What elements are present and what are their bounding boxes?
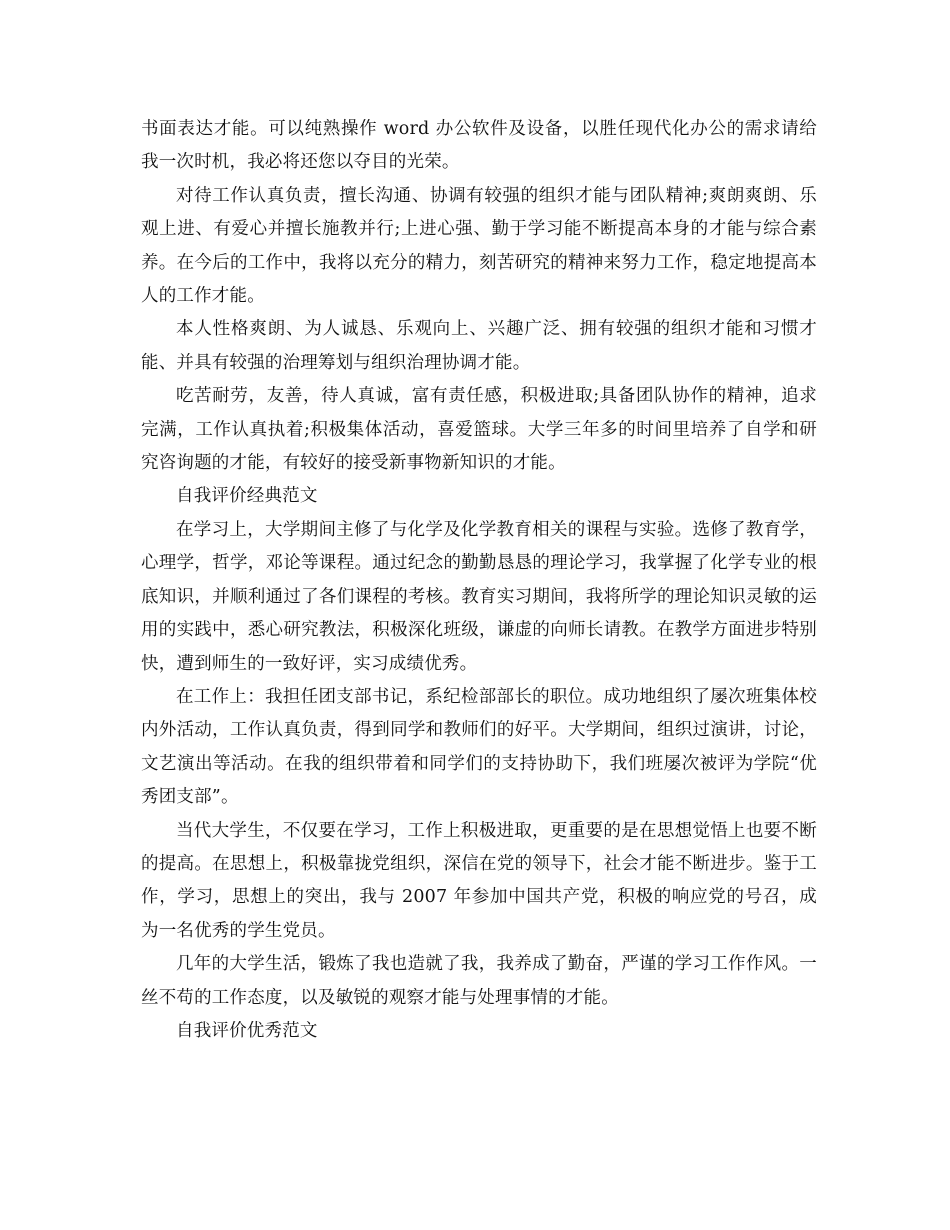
paragraph-teamwork: 对待工作认真负责，擅长沟通、协调有较强的组织才能与团队精神;爽朗爽朗、乐观上进、有爱心并擅长施教并行;上进心强、勤于学习能不断提高本身的才能与综合素养。在今后的工作中，我将以充分的精力，刻苦研究的精神来努力工作，稳定地提高本人的工作才能。: [141, 185, 817, 307]
paragraph-hardworking: 吃苦耐劳，友善，待人真诚，富有责任感，积极进取;具备团队协作的精神，追求完满，工作认真执着;积极集体活动，喜爱篮球。大学三年多的时间里培养了自学和研究咨询题的才能，有较好的接受新事物新知识的才能。: [141, 386, 817, 474]
paragraph-work: 在工作上：我担任团支部书记，系纪检部部长的职位。成功地组织了屡次班集体校内外活动，工作认真负责，得到同学和教师们的好平。大学期间，组织过演讲，讨论，文艺演出等活动。在我的组织带着和同学们的支持协助下，我们班屡次被评为学院“优秀团支部”。: [141, 686, 817, 808]
paragraph-personality: 本人性格爽朗、为人诚恳、乐观向上、兴趣广泛、拥有较强的组织才能和习惯才能、并具有较强的治理筹划与组织治理协调才能。: [141, 319, 817, 373]
paragraph-continuation: 书面表达才能。可以纯熟操作 word 办公软件及设备，以胜任现代化办公的需求请给我一次时机，我必将还您以夺目的光荣。: [141, 119, 817, 173]
paragraph-study: 在学习上，大学期间主修了与化学及化学教育相关的课程与实验。选修了教育学，心理学，哲学，邓论等课程。通过纪念的勤勤恳恳的理论学习，我掌握了化学专业的根底知识，并顺利通过了各们课程的考核。教育实习期间，我将所学的理论知识灵敏的运用的实践中，悉心研究教法，积极深化班级，谦虚的向师长请教。在教学方面进步特别快，遭到师生的一致好评，实习成绩优秀。: [141, 519, 817, 674]
paragraph-college-life: 几年的大学生活，锻炼了我也造就了我，我养成了勤奋，严谨的学习工作作风。一丝不苟的工作态度，以及敏锐的观察才能与处理事情的才能。: [141, 954, 817, 1008]
paragraph-ideology: 当代大学生，不仅要在学习，工作上积极进取，更重要的是在思想觉悟上也要不断的提高。在思想上，积极靠拢党组织，深信在党的领导下，社会才能不断进步。鉴于工作，学习，思想上的突出，我与 2007 年参加中国共产党，积极的响应党的号召，成为一名优秀的学生党员。: [141, 820, 817, 941]
section-heading-excellent: 自我评价优秀范文: [176, 1020, 318, 1041]
section-heading-classic: 自我评价经典范文: [176, 486, 318, 507]
document-body: [141, 113, 817, 1048]
